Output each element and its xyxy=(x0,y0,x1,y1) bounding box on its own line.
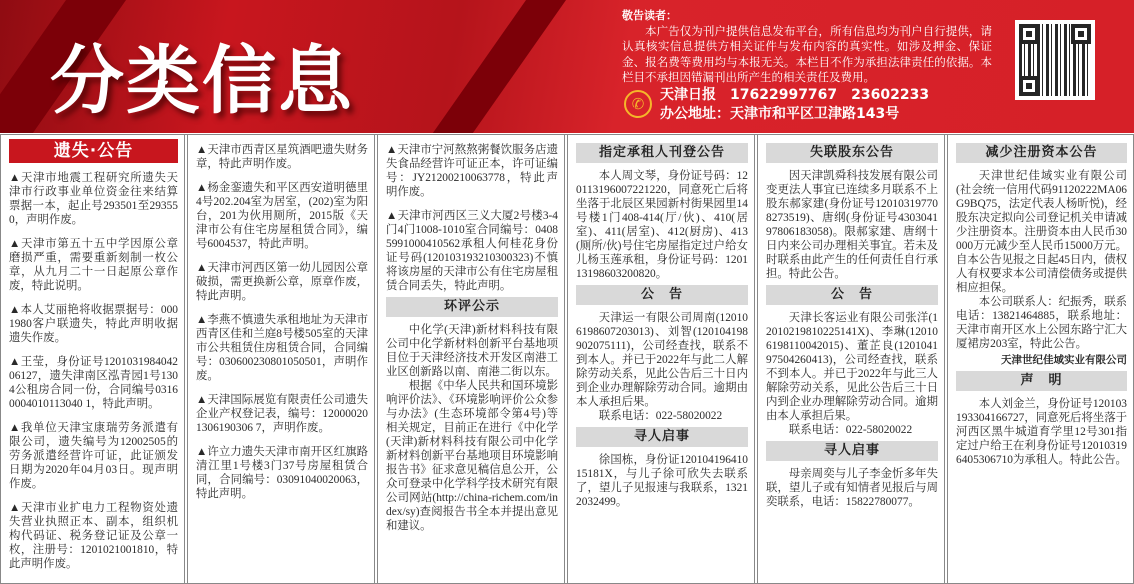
section-heading: 寻人启事 xyxy=(766,441,938,461)
ad-item: ▲天津市宁河熬熬粥餐饮服务店遗失食品经营许可证正本，许可证编号：JY21200210063778，特此声明作废。 xyxy=(386,144,558,198)
contact-phone: 联系电话：022-58020022 xyxy=(788,424,913,436)
ad-paragraph: 天津运一有限公司周南(120106198607203013)、刘智(120104198902075111)，公司经查找，联系不到本人。并已于2022年与此二人解除劳动关系，见此公告后三十日内到企业办理解除劳动合同。逾期由本人承担后果。 xyxy=(576,312,748,408)
ad-item: ▲李燕不慎遗失承租地址为天津市西青区佳和兰庭8号楼505室的天津市公共租赁住房租赁合同，合同编号：030600230801050501，声明作废。 xyxy=(196,314,368,382)
column-5 xyxy=(757,135,945,583)
ad-item: ▲本人艾丽艳将收据票据号：0001980客户联遗失，特此声明收据遗失作废。 xyxy=(9,304,178,344)
ad-item: ▲天津市西青区星筑酒吧遗失财务章，特此声明作废。 xyxy=(196,144,368,170)
notice-body: 本广告仅为刊户提供信息发布平台，所有信息均为刊户自行提供，请认真核实信息提供方相关证件与发布内容的真实性。如涉及押金、保证金、报名费等费用均与本报无关。本栏目不作为承担法律责任的依据。本栏目不承担因错漏刊出所产生的相关责任及费用。 xyxy=(622,23,992,84)
contact-address: 办公地址：天津市和平区卫津路143号 xyxy=(660,106,900,122)
section-heading: 声 明 xyxy=(956,371,1127,391)
ad-item: ▲天津市河西区第一幼儿园因公章破损，需更换新公章，原章作废，特此声明。 xyxy=(196,262,368,302)
banner xyxy=(0,0,1134,133)
ad-paragraph: 本人周文琴，身份证号码：120113196007221220，同意死亡后将坐落于北辰区果园新村街果园里14号楼1门408-414(厅/伙)、410(居室)、411(居室)、412(厨房)、413(厕所/伙)号住宅房屋指定过户给女儿杨玉莲承租，身份证号码：120113198603200820。 xyxy=(576,170,748,280)
ad-paragraph: 本公司联系人：纪振秀，联系电话：13821464885，联系地址：天津市南开区水上公园东路宁汇大厦裙房203室，特此公告。 xyxy=(956,296,1127,350)
ad-paragraph: 根据《中华人民共和国环境影响评价法》、《环境影响评价公众参与办法》(生态环境部令第4号)等相关规定，目前正在进行《中化学(天津)新材料科技有限公司中化学新材料创新平台基地项目环境影响报告书》征求意见稿信息公开，公众可登录中化学科学技术研究有限公司网站(http://china-richem.com/index/sy)查阅报告书全本并提出意见和建议。 xyxy=(386,380,558,532)
ad-paragraph: 天津长客运业有限公司张洋(12010219810225141X)、李琳(120106198110042015)、董芷良(120104197504260413)，公司经查找，联系不到本人。并已于2022年与此三人解除劳动关系，见此公告后三十日内到企业办理解除劳动合同。逾期由本人承担后果。 xyxy=(766,312,938,422)
ad-paragraph: 本人刘金兰，身份证号120103193304166727，同意死后将坐落于河西区黑牛城道育学里12号301指定过户给王在利身份证号120103196405306710为承租人。特此公告。 xyxy=(956,398,1127,466)
page-title: 分类信息 xyxy=(50,38,354,124)
contact-info xyxy=(624,86,929,124)
ad-item: ▲杨金銮遗失和平区西安道明德里4号202.204室为居室，(202)室为阳台，201为伙用厕所，2015版《天津市公有住宅房屋租赁合同》，编号6004537，特此声明。 xyxy=(196,182,368,250)
section-heading: 遗失·公告 xyxy=(9,139,178,163)
section-heading: 指定承租人刊登公告 xyxy=(576,143,748,163)
column-6 xyxy=(947,135,1134,583)
ad-item: ▲我单位天津宝康瑞劳务派遣有限公司，遗失编号为12002505的劳务派遣经营许可证，此证颁发日期为2020年04月03日。现声明作废。 xyxy=(9,422,178,490)
column-2 xyxy=(187,135,375,583)
column-3 xyxy=(377,135,565,583)
ad-paragraph: 徐国栋，身份证12010419641015181X，与儿子徐可欣失去联系了，望儿子见报速与我联系，13212032499。 xyxy=(576,454,748,508)
column-lost-notices xyxy=(0,135,185,583)
contact-phone: 联系电话：022-58020022 xyxy=(598,410,723,422)
reader-notice xyxy=(622,8,992,86)
ad-item: ▲天津市河西区三义大厦2号楼3-4门4门1008-1010室合同编号：04085991000410562承租人何桂花身份证号码(120103193210300323)不慎将该房屋的天津市公有住宅房屋租赁合同丢失，特此声明。 xyxy=(386,210,558,292)
ad-item: ▲王莹，身份证号120103198404206127，遗失津南区泓青园1号1304公租房合同一份，合同编号03160004010113040 1，特此声明。 xyxy=(9,356,178,410)
ad-paragraph: 天津世纪佳域实业有限公司(社会统一信用代码91120222MA06G9BQ75，法定代表人杨昕悦)，经股东决定拟向公司登记机关申请减少注册资本。注册资本由人民币30000万元减少至人民币15000万元。自本公告见报之日起45日内，债权人有权要求本公司清偿债务或提供相应担保。 xyxy=(956,170,1127,294)
ad-item: ▲天津市第五十五中学因原公章磨损严重，需要重新刻制一枚公章，从九月二十一日起原公章作废，特此说明。 xyxy=(9,238,178,292)
qr-code xyxy=(1015,20,1095,100)
ad-paragraph: 中化学(天津)新材料科技有限公司中化学新材料创新平台基地项目位于天津经济技术开发区南港工业区创新路以南、南港二街以东。 xyxy=(386,324,558,378)
ad-item: ▲天津国际展览有限责任公司遗失企业产权登记表，编号：120000201306190306 7，声明作废。 xyxy=(196,394,368,434)
contact-phones: 天津日报 17622997767 23602233 xyxy=(660,87,930,103)
section-heading: 减少注册资本公告 xyxy=(956,143,1127,163)
section-heading: 公 告 xyxy=(576,285,748,305)
ad-item: ▲天津市地震工程研究所遗失天津市行政事业单位资金往来结算票据一本，起止号293501至293550，声明作废。 xyxy=(9,172,178,226)
signature: 天津世纪佳域实业有限公司 xyxy=(1001,354,1127,366)
column-4 xyxy=(567,135,755,583)
section-heading: 环评公示 xyxy=(386,297,558,317)
ad-item: ▲许立力遗失天津市南开区红旗路清江里1号楼3门37号房屋租赁合同，合同编号：03091040020063，特此声明。 xyxy=(196,446,368,500)
decorative-stripe xyxy=(400,0,580,133)
ad-paragraph: 因天津凯舜科技发展有限公司变更法人事宜已连续多月联系不上股东郝家建(身份证号120103197708273519)、唐纲(身份证号430304197806183058)。限郝家建、唐纲十日内来公司办理相关事宜。若未及时联系由此产生的任何责任自行承担。特此公告。 xyxy=(766,170,938,280)
ad-item: ▲天津市业扩电力工程物资处遗失营业执照正本、副本，组织机构代码证、税务登记证及公章一枚，注册号：1201021001810，特此声明作废。 xyxy=(9,502,178,570)
section-heading: 失联股东公告 xyxy=(766,143,938,163)
section-heading: 寻人启事 xyxy=(576,427,748,447)
section-heading: 公 告 xyxy=(766,285,938,305)
ad-paragraph: 母亲周奕与儿子李金忻多年失联，望儿子或有知情者见报后与周奕联系，电话：15822780077。 xyxy=(766,468,938,508)
phone-icon: ✆ xyxy=(624,90,652,118)
notice-heading: 敬告读者： xyxy=(622,9,677,22)
